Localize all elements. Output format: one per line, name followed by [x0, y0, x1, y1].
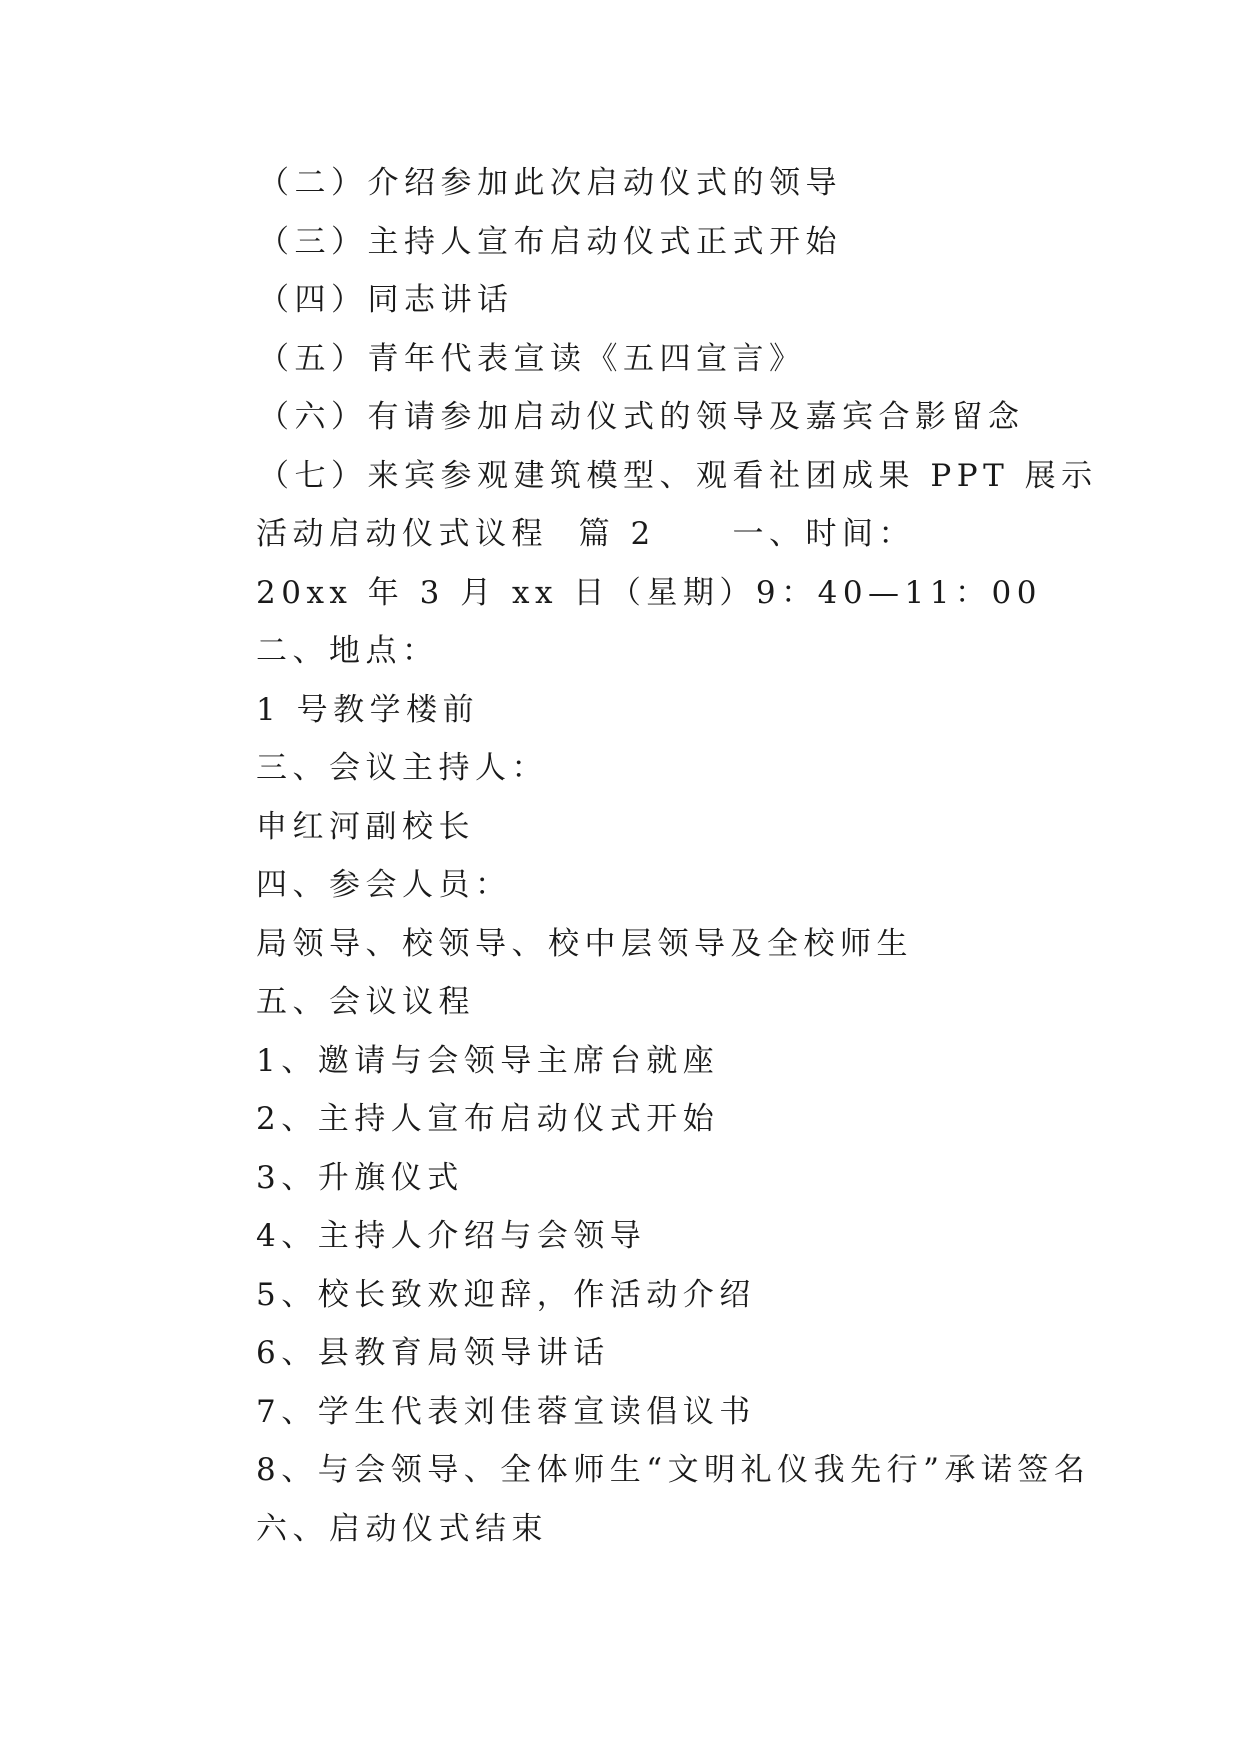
- location-value: 1 号教学楼前: [256, 691, 480, 728]
- document-body: [256, 154, 1136, 1558]
- agenda-item-7: （七）来宾参观建筑模型、观看社团成果 PPT 展示: [258, 457, 1098, 494]
- section-heading-location: 二、地点：: [256, 633, 439, 669]
- section-heading-closing: 六、启动仪式结束: [256, 1510, 548, 1547]
- section-title-time: 活动启动仪式议程 篇 2 一、时间：: [256, 516, 916, 552]
- agenda-item-3: （三）主持人宣布启动仪式正式开始: [258, 223, 842, 260]
- agenda-step-6: 6、县教育局领导讲话: [256, 1335, 610, 1371]
- section-heading-attendees: 四、参会人员：: [256, 867, 512, 903]
- agenda-item-5: （五）青年代表宣读《五四宣言》: [258, 340, 806, 377]
- agenda-item-2: （二）介绍参加此次启动仪式的领导: [258, 165, 842, 201]
- agenda-step-8: 8、与会领导、全体师生“文明礼仪我先行”承诺签名: [256, 1452, 1091, 1488]
- agenda-item-6: （六）有请参加启动仪式的领导及嘉宾合影留念: [258, 399, 1025, 435]
- agenda-item-4: （四）同志讲话: [258, 282, 514, 318]
- section-heading-host: 三、会议主持人：: [256, 750, 548, 786]
- agenda-step-7: 7、学生代表刘佳蓉宣读倡议书: [256, 1393, 756, 1430]
- agenda-step-2: 2、主持人宣布启动仪式开始: [256, 1101, 720, 1137]
- agenda-step-1: 1、邀请与会领导主席台就座: [256, 1042, 720, 1079]
- section-heading-agenda: 五、会议议程: [256, 984, 475, 1020]
- attendees-value: 局领导、校领导、校中层领导及全校师生: [256, 925, 913, 962]
- agenda-step-3: 3、升旗仪式: [256, 1159, 464, 1196]
- agenda-step-5: 5、校长致欢迎辞，作活动介绍: [256, 1276, 756, 1313]
- host-value: 申红河副校长: [256, 808, 475, 845]
- agenda-step-4: 4、主持人介绍与会领导: [256, 1218, 647, 1254]
- time-value: 20xx 年 3 月 xx 日（星期）9：40—11：00: [256, 574, 1042, 611]
